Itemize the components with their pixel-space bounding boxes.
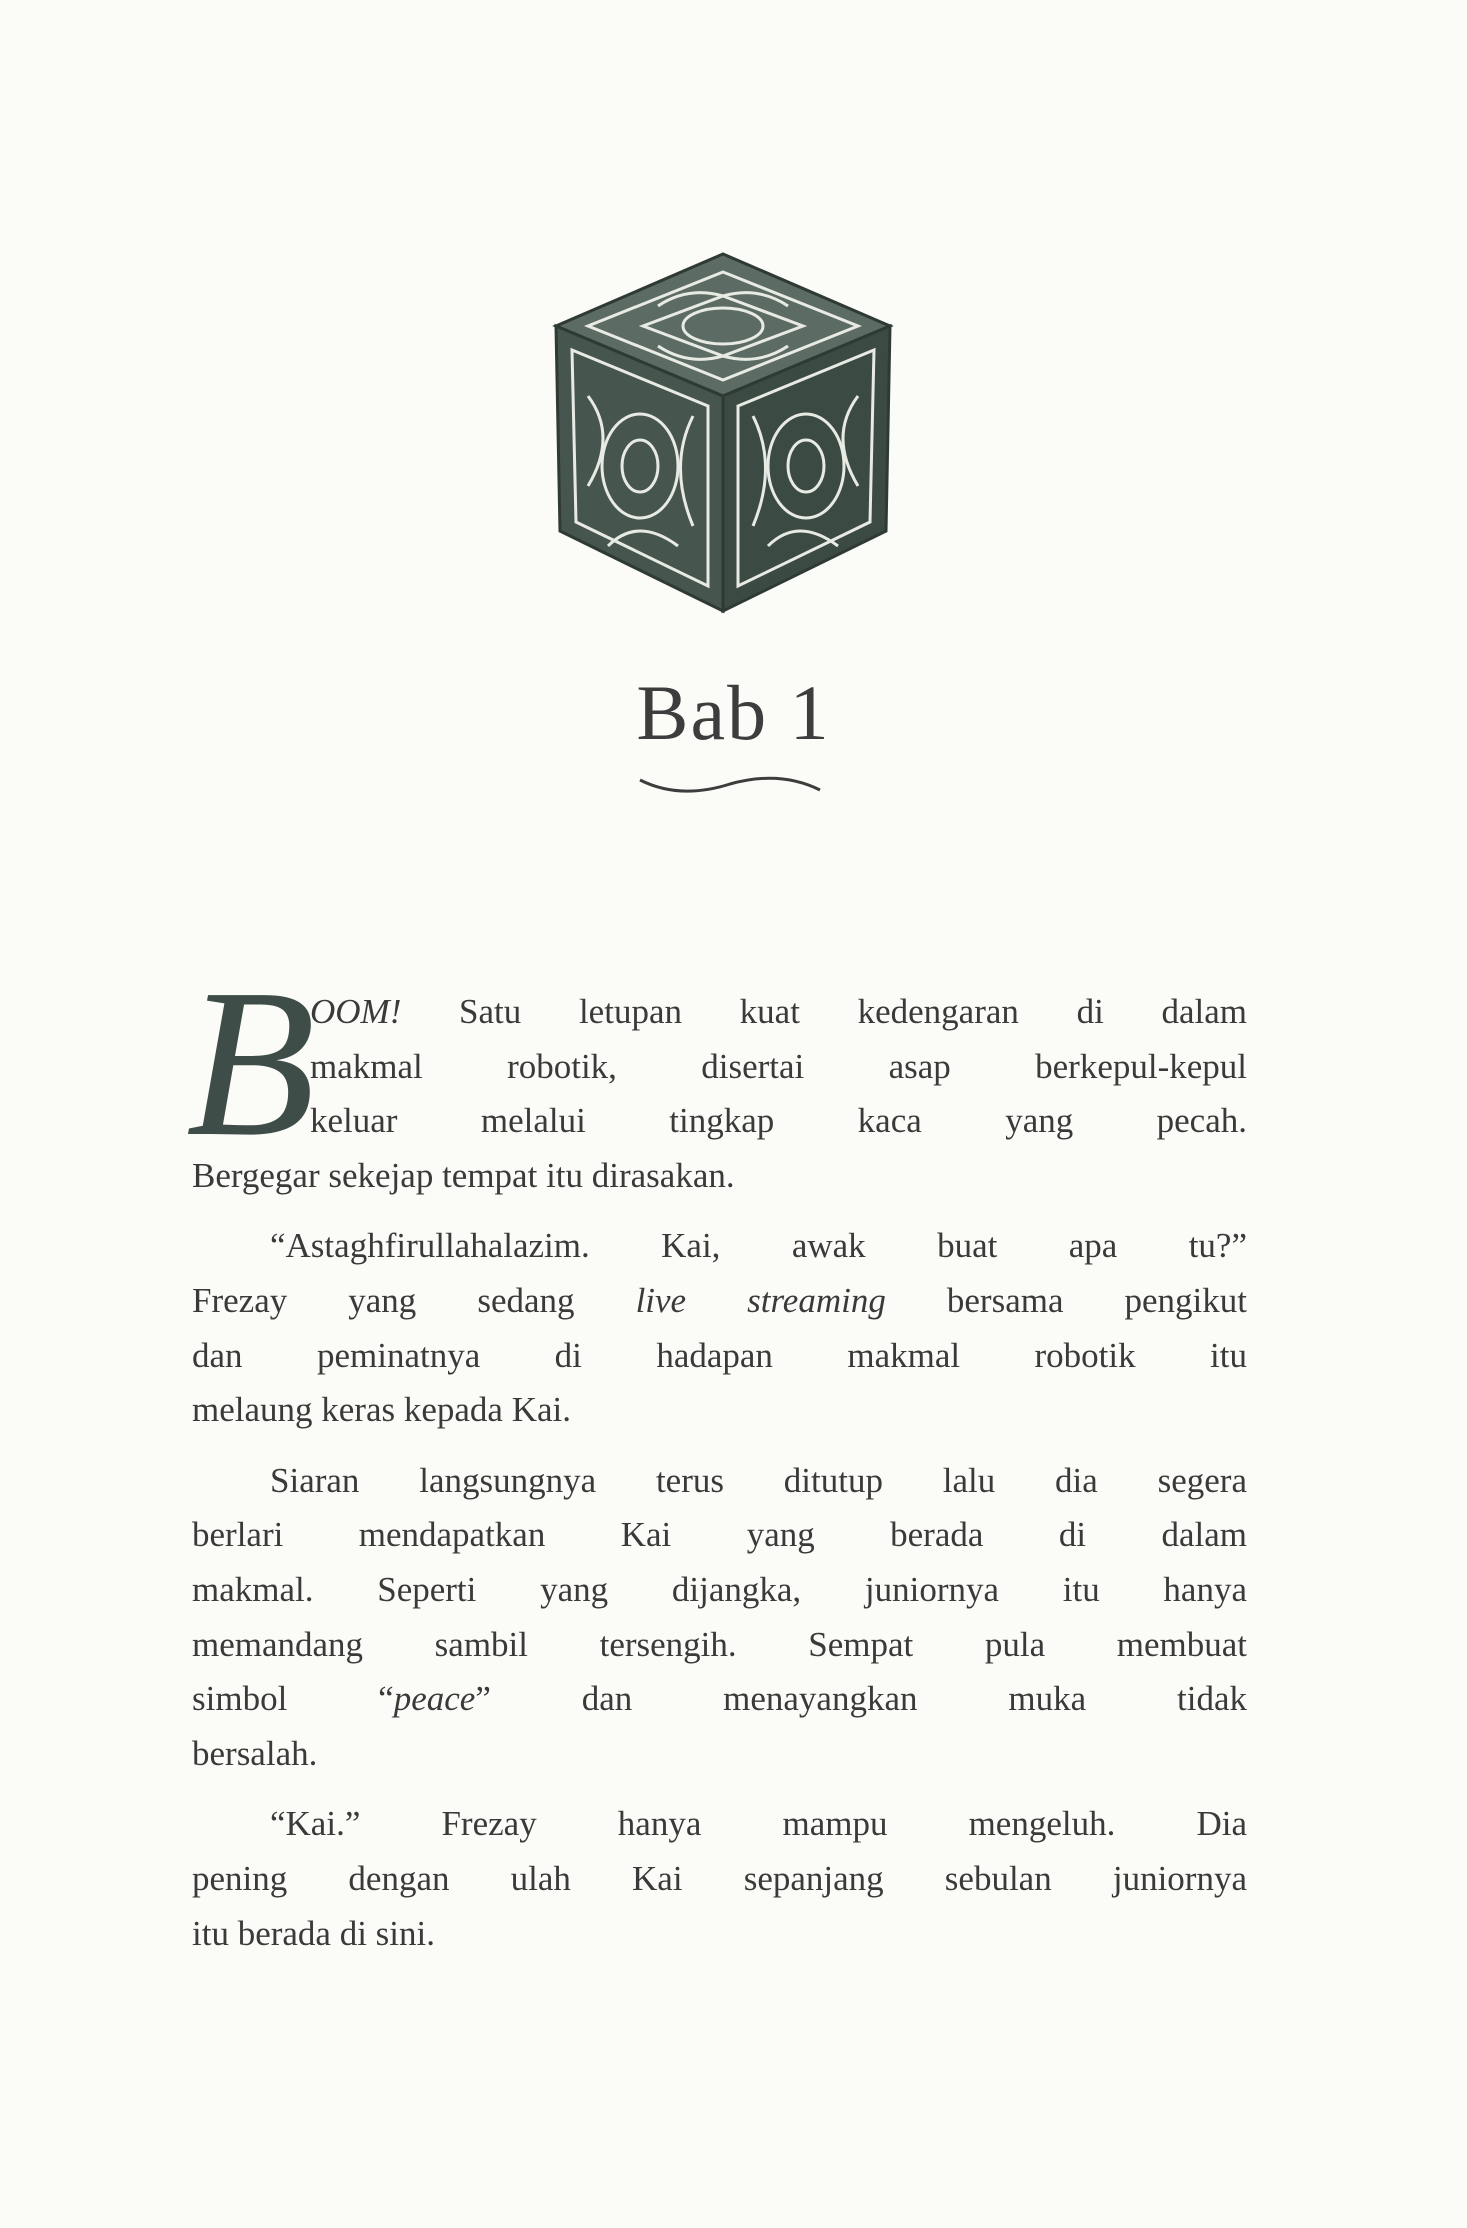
text-segment: ” dan menayangkan muka tidak [475, 1679, 1247, 1719]
text-line [192, 1672, 1247, 1727]
italic-text: OOM! [310, 992, 402, 1031]
text-line [192, 1149, 1247, 1204]
text-segment: makmal robotik, disertai asap berkepul-kepul [310, 1046, 1247, 1086]
text-segment: dan peminatnya di hadapan makmal robotik itu [192, 1335, 1247, 1375]
text-line [192, 1563, 1247, 1618]
drop-cap: B [186, 945, 316, 1180]
text-segment: bersama pengikut [885, 1280, 1248, 1320]
chapter-title: Bab 1 [636, 669, 831, 756]
text-line [192, 1040, 1247, 1095]
paragraph [192, 1454, 1247, 1782]
text-line [192, 1907, 1247, 1962]
text-segment: berlari mendapatkan Kai yang berada di dalam [192, 1515, 1247, 1555]
text-segment: Siaran langsungnya terus ditutup lalu dia segera [270, 1460, 1247, 1500]
text-line [192, 1797, 1247, 1852]
text-line [192, 1094, 1247, 1149]
paragraph [192, 1219, 1247, 1437]
text-line [192, 985, 1247, 1040]
text-line [192, 1618, 1247, 1673]
heading-flourish [630, 760, 830, 800]
text-segment: “Astaghfirullahalazim. Kai, awak buat apa tu?” [270, 1226, 1247, 1266]
text-line [192, 1383, 1247, 1438]
text-segment: makmal. Seperti yang dijangka, juniornya itu hanya [192, 1569, 1247, 1609]
paragraph [192, 1797, 1247, 1961]
text-segment: keluar melalui tingkap kaca yang pecah. [310, 1101, 1247, 1141]
text-segment: bersalah. [192, 1733, 318, 1773]
text-line [192, 1329, 1247, 1384]
text-line [192, 1727, 1247, 1782]
text-line [192, 1219, 1247, 1274]
chapter-heading [0, 668, 1467, 758]
text-segment: Bergegar sekejap tempat itu dirasakan. [192, 1155, 735, 1195]
text-segment: simbol “ [192, 1679, 394, 1719]
text-segment: memandang sambil tersengih. Sempat pula membuat [192, 1624, 1247, 1664]
text-segment: melaung keras kepada Kai. [192, 1390, 572, 1430]
ornate-cube-illustration [548, 246, 898, 618]
text-line [192, 1454, 1247, 1509]
italic-text: live streaming [635, 1280, 886, 1320]
text-segment: “Kai.” Frezay hanya mampu mengeluh. Dia [270, 1804, 1247, 1844]
paragraph [192, 985, 1247, 1203]
text-segment: itu berada di sini. [192, 1913, 436, 1953]
text-line [192, 1274, 1247, 1329]
text-line [192, 1852, 1247, 1907]
italic-text: peace [393, 1679, 476, 1719]
text-segment: Frezay yang sedang [192, 1280, 636, 1320]
text-segment: pening dengan ulah Kai sepanjang sebulan juniornya [192, 1858, 1247, 1898]
text-line [192, 1508, 1247, 1563]
text-segment: Satu letupan kuat kedengaran di dalam [401, 992, 1247, 1031]
chapter-body [186, 945, 1248, 1977]
